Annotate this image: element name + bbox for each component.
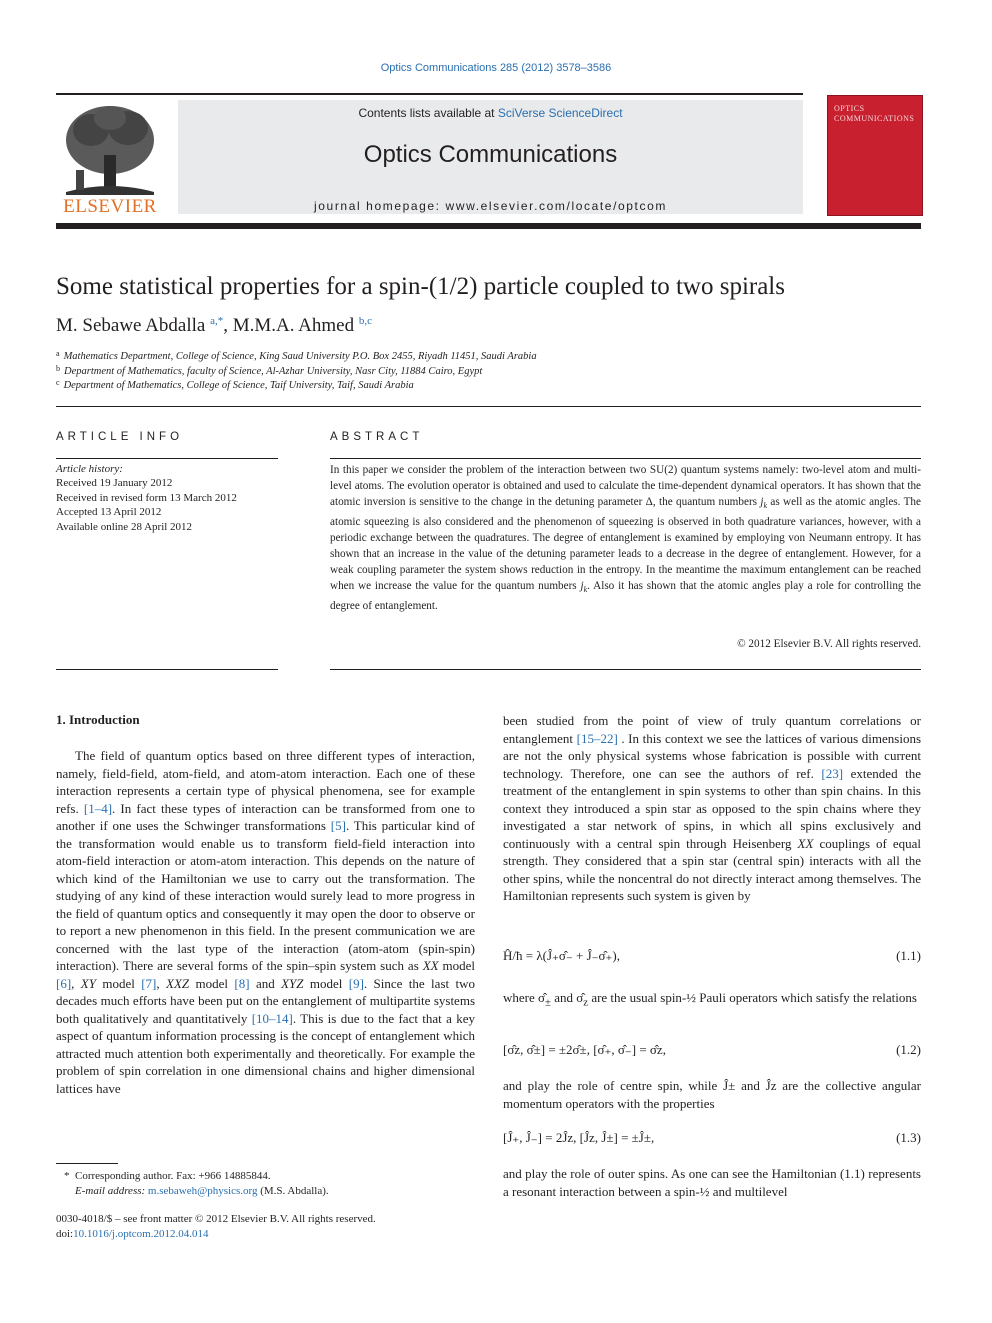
article-title: Some statistical properties for a spin-(1/2) particle coupled to two spirals (56, 273, 785, 300)
abstract-copyright: © 2012 Elsevier B.V. All rights reserved. (737, 638, 921, 650)
equation-1-2: [σ̂z, σ̂±] = ±2σ̂±, [σ̂₊, σ̂₋] = σ̂z, (1.2) (503, 1042, 921, 1057)
header-top-rule (56, 93, 803, 95)
ref-23[interactable]: [23] (821, 765, 844, 781)
article-info-bottom-rule (56, 669, 278, 670)
author-1-marks[interactable]: a,* (210, 315, 224, 327)
collective-operators-text: and play the role of centre spin, while Ĵ± and Ĵz are the collective angular momentum operators with the properties (503, 1078, 921, 1111)
article-info-rule (56, 458, 278, 459)
history-accepted: Accepted 13 April 2012 (56, 506, 162, 519)
affiliation-a: $^a$ Mathematics Department, College of Science, King Saud University P.O. Box 2455, Riyadh 11451, Saudi Arabia (56, 349, 537, 362)
affiliation-b: $^b$ Department of Mathematics, faculty of Science, Al-Azhar University, Nasr City, 11884 Cairo, Egypt (56, 364, 483, 377)
author-2-marks[interactable]: b,c (358, 315, 373, 327)
article-history (56, 462, 278, 534)
contents-prefix: Contents lists available at (358, 106, 498, 120)
ref-1-4[interactable]: [1–4] (83, 800, 113, 816)
author-line (56, 315, 372, 337)
cover-title: OPTICS COMMUNICATIONS (834, 104, 915, 123)
author-2[interactable]: , M.M.A. Ahmed (223, 315, 359, 336)
equation-1-2-number: (1.2) (896, 1042, 921, 1057)
ref-15-22[interactable]: [15–22] (576, 730, 618, 746)
ref-8[interactable]: [8] (234, 975, 250, 991)
history-revised: Received in revised form 13 March 2012 (56, 491, 237, 504)
ref-10-14[interactable]: [10–14] (251, 1010, 293, 1026)
issn-line: 0030-4018/$ – see front matter © 2012 Elsevier B.V. All rights reserved. (56, 1213, 376, 1225)
footnote-separator (56, 1163, 118, 1164)
corresponding-author-footnote: * Corresponding author. Fax: +966 14885844. E-mail address: m.sebaweh@physics.org (M.S. Abdalla). (64, 1170, 329, 1197)
history-online: Available online 28 April 2012 (56, 520, 193, 533)
journal-name: Optics Communications (363, 141, 618, 168)
abstract-rule (330, 458, 921, 459)
history-received: Received 19 January 2012 (56, 477, 173, 490)
ref-5[interactable]: [5] (330, 818, 346, 833)
front-matter: 0030-4018/$ – see front matter © 2012 Elsevier B.V. All rights reserved. doi:10.1016/j.optcom.2012.04.014 (56, 1212, 496, 1242)
abstract-heading: ABSTRACT (330, 431, 424, 443)
abstract-bottom-rule (330, 669, 921, 670)
abstract-text: In this paper we consider the problem of the interaction between two SU(2) quantum systems namely: two-level atom and multi-level atoms. The evolution operator is obtained and used to calculate the time-dependent dynamical operators. It has shown that the atomic inversion is sensitive to the change in the detuning parameter Δ, the quantum numbers $j_k$ as well as the atomic angles. The atomic squeezing is also considered and the phenomenon of squeezing is observed in both quadrature variances, however, with a periodic exchange between the quadratures. The degree of entanglement is examined by employing von Neumann entropy. It has shown that an increase in the value of the detuning parameter leads to a decrease in the degree of entanglement. However, for a weak coupling parameter the system shows reduction in the entropy. In the meantime the maximum entanglement can be reached when we increase the value for the quantum numbers $j_k$. Also it has shown that the atomic angles play a role for controlling the degree of entanglement. (330, 464, 921, 613)
equation-1-1: Ĥ/ħ = λ(Ĵ₊σ̂₋ + Ĵ₋σ̂₊), (1.1) (503, 948, 921, 963)
ref-6[interactable]: [6] (56, 975, 72, 991)
history-label: Article history: (56, 463, 123, 475)
equation-1-3: [Ĵ₊, Ĵ₋] = 2Ĵz, [Ĵz, Ĵ±] = ±Ĵ±, (1.3) (503, 1130, 921, 1145)
equation-1-1-number: (1.1) (896, 948, 921, 963)
sciencedirect-link[interactable]: SciVerse ScienceDirect (497, 106, 623, 120)
section-heading-introduction: 1. Introduction (56, 712, 140, 727)
elsevier-wordmark: ELSEVIER (63, 196, 157, 217)
author-1[interactable]: M. Sebawe Abdalla (56, 315, 211, 336)
journal-homepage[interactable]: journal homepage: www.elsevier.com/locate/optcom (314, 199, 667, 213)
affiliation-rule (56, 406, 921, 407)
equation-1-3-number: (1.3) (896, 1130, 921, 1145)
pauli-text: where $\sigmâ_\pm$ and $\sigmâ_z$ are the usual spin-½ Pauli operators which satisfy the relations (503, 990, 917, 1009)
intro-right-column: been studied from the point of view of truly quantum correlations or entanglement [15–22] . In this context we see the lattices of various dimensions are not the only physical systems whose fabrication is possible with current technology. Therefore, one can see the authors of ref. [23] extended the treatment of the entanglement in spin systems to other than spin chains. In this context they introduced a spin star as opposed to the spin chains where they investigated a star network of spins, in which all spins exclusively and continuously with a central spin through Heisenberg XX couplings of equal strength. They considered that a spin star (central spin) interacts with all the other spins, while the noncentral do not directly interact among themselves. The Hamiltonian represents such system is given by (503, 713, 922, 903)
journal-citation[interactable]: Optics Communications 285 (2012) 3578–3586 (380, 62, 612, 74)
outer-spins-text: and play the role of outer spins. As one can see the Hamiltonian (1.1) represents a resonant interaction between a spin-½ and multilevel (503, 1166, 921, 1199)
doi-link[interactable]: 10.1016/j.optcom.2012.04.014 (73, 1228, 209, 1240)
intro-left-column: The field of quantum optics based on three different types of interaction, namely, field-field, atom-field, and atom-atom interaction. Each one of these interaction represents a certain type of physical phenomena, see for example refs. [1–4]. In fact these types of interaction can be transformed from one to another if one uses the Schwinger transformations [5]. This particular kind of the transformation would enable us to transform field-field interaction into atom-field interaction or atom-atom interaction. This depends on the nature of which kind of the Hamiltonian we use to carry out the transformation. The studying of any kind of these interaction would surely lead to more progress in the field of quantum optics and consequently it may open the door to observe or to report a new phenomenon in this field. In the present communication we are concerned with the last type of the interaction (atom-atom (spin-spin) interaction). There are several forms of the spin–spin system such as XX model [6], XY model [7], XXZ model [8] and XYZ model [9]. Since the last two decades much efforts have been put on the entanglement of multipartite systems both qualitatively and quantitatively [10–14]. This is due to the fact that a key aspect of quantum information processing is the concept of entanglement which attracted much attention both experimentally and theoretically. For example the problem of spin correlation in one dimensional chains and higher dimensional lattices have (56, 748, 476, 1096)
ref-7[interactable]: [7] (141, 975, 157, 991)
ref-9[interactable]: [9] (348, 975, 364, 991)
author-email-link[interactable]: m.sebaweh@physics.org (147, 1185, 258, 1197)
affiliation-c: $^c$ Department of Mathematics, College of Science, Taif University, Taif, Saudi Arabia (56, 378, 414, 391)
header-bottom-rule (56, 223, 921, 229)
article-info-heading: ARTICLE INFO (56, 431, 184, 443)
contents-line (178, 106, 803, 120)
